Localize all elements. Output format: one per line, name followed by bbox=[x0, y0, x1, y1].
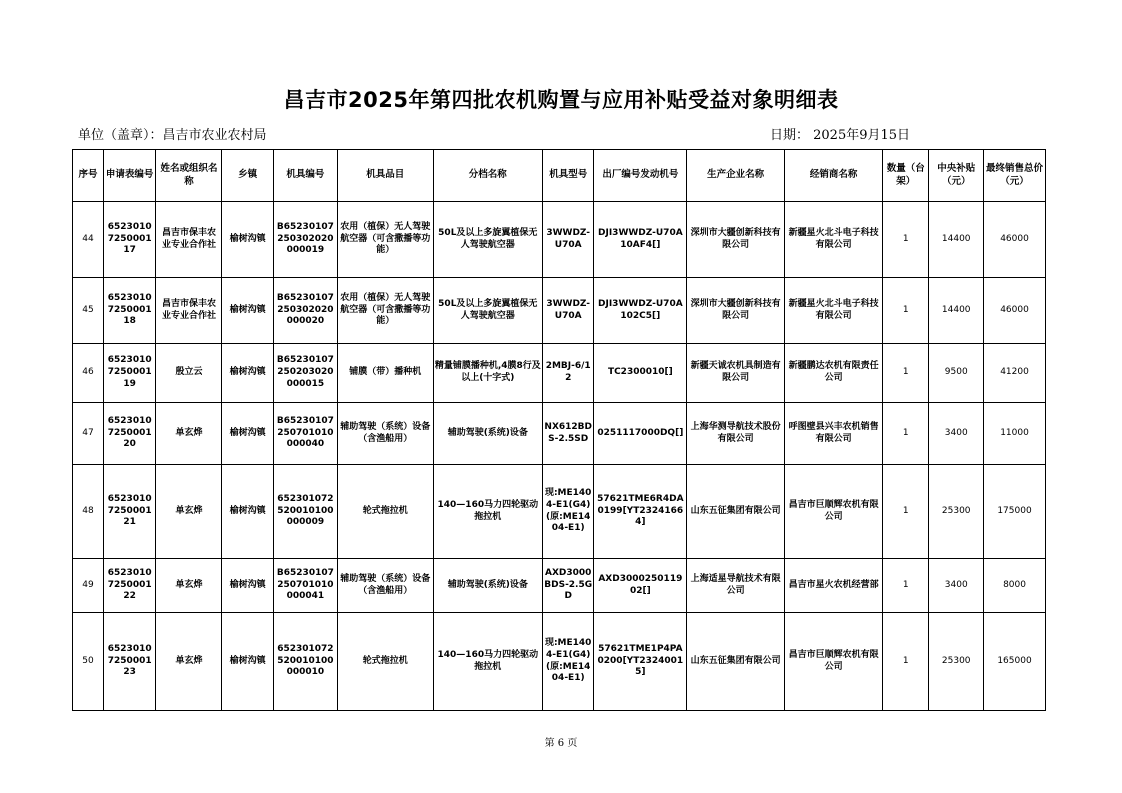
cell-subsidy: 25300 bbox=[929, 465, 984, 559]
cell-dealer: 新疆星火北斗电子科技有限公司 bbox=[785, 202, 883, 278]
col-header: 姓名或组织名称 bbox=[156, 150, 222, 202]
cell-seq: 46 bbox=[73, 344, 104, 403]
cell-qty: 1 bbox=[883, 403, 929, 465]
cell-maker: 新疆天诚农机具制造有限公司 bbox=[687, 344, 785, 403]
cell-category: 辅助驾驶（系统）设备（含渔船用） bbox=[337, 403, 433, 465]
page-number: 第 6 页 bbox=[544, 738, 578, 749]
cell-machine-no: B65230107250302020000020 bbox=[273, 278, 337, 344]
cell-dealer: 昌吉市星火农机经营部 bbox=[785, 559, 883, 613]
cell-maker: 深圳市大疆创新科技有限公司 bbox=[687, 202, 785, 278]
cell-category: 农用（植保）无人驾驶航空器（可含撒播等功能） bbox=[337, 278, 433, 344]
cell-dealer: 新疆星火北斗电子科技有限公司 bbox=[785, 278, 883, 344]
cell-serial: 57621TME1P4PA0200[YT23240015] bbox=[594, 613, 687, 711]
cell-seq: 44 bbox=[73, 202, 104, 278]
cell-seq: 45 bbox=[73, 278, 104, 344]
cell-subsidy: 25300 bbox=[929, 613, 984, 711]
cell-name: 单玄烨 bbox=[156, 559, 222, 613]
cell-machine-no: 652301072520010100000010 bbox=[273, 613, 337, 711]
cell-tier: 辅助驾驶(系统)设备 bbox=[433, 403, 542, 465]
table-row bbox=[73, 278, 1046, 344]
table-row bbox=[73, 559, 1046, 613]
cell-category: 轮式拖拉机 bbox=[337, 613, 433, 711]
cell-subsidy: 3400 bbox=[929, 559, 984, 613]
cell-price: 165000 bbox=[984, 613, 1046, 711]
cell-qty: 1 bbox=[883, 278, 929, 344]
col-header: 机具编号 bbox=[273, 150, 337, 202]
cell-machine-no: 652301072520010100000009 bbox=[273, 465, 337, 559]
cell-name: 单玄烨 bbox=[156, 613, 222, 711]
col-header: 乡镇 bbox=[222, 150, 274, 202]
cell-seq: 50 bbox=[73, 613, 104, 711]
table-header-row bbox=[73, 150, 1046, 202]
cell-dealer: 昌吉市巨顺辉农机有限公司 bbox=[785, 613, 883, 711]
cell-serial: DJI3WWDZ-U70A10AF4[] bbox=[594, 202, 687, 278]
cell-model: 现:ME1404-E1(G4)(原:ME1404-E1) bbox=[542, 613, 594, 711]
cell-machine-no: B65230107250203020000015 bbox=[273, 344, 337, 403]
cell-category: 农用（植保）无人驾驶航空器（可含撒播等功能） bbox=[337, 202, 433, 278]
cell-town: 榆树沟镇 bbox=[222, 465, 274, 559]
cell-model: 3WWDZ-U70A bbox=[542, 278, 594, 344]
cell-seq: 47 bbox=[73, 403, 104, 465]
cell-subsidy: 9500 bbox=[929, 344, 984, 403]
table-row bbox=[73, 344, 1046, 403]
col-header: 序号 bbox=[73, 150, 104, 202]
cell-price: 46000 bbox=[984, 278, 1046, 344]
cell-name: 殷立云 bbox=[156, 344, 222, 403]
cell-seq: 48 bbox=[73, 465, 104, 559]
cell-app-no: 6523010725000123 bbox=[103, 613, 156, 711]
table-row bbox=[73, 403, 1046, 465]
cell-price: 175000 bbox=[984, 465, 1046, 559]
cell-price: 8000 bbox=[984, 559, 1046, 613]
cell-category: 辅助驾驶（系统）设备（含渔船用） bbox=[337, 559, 433, 613]
cell-name: 单玄烨 bbox=[156, 403, 222, 465]
cell-category: 轮式拖拉机 bbox=[337, 465, 433, 559]
cell-maker: 山东五征集团有限公司 bbox=[687, 613, 785, 711]
cell-subsidy: 14400 bbox=[929, 202, 984, 278]
cell-model: 2MBJ-6/12 bbox=[542, 344, 594, 403]
col-header: 出厂编号发动机号 bbox=[594, 150, 687, 202]
cell-maker: 深圳市大疆创新科技有限公司 bbox=[687, 278, 785, 344]
cell-name: 单玄烨 bbox=[156, 465, 222, 559]
cell-tier: 50L及以上多旋翼植保无人驾驶航空器 bbox=[433, 202, 542, 278]
cell-model: AXD3000BDS-2.5GD bbox=[542, 559, 594, 613]
cell-qty: 1 bbox=[883, 344, 929, 403]
cell-dealer: 呼图壁县兴丰农机销售有限公司 bbox=[785, 403, 883, 465]
col-header: 中央补贴（元） bbox=[929, 150, 984, 202]
cell-machine-no: B65230107250701010000041 bbox=[273, 559, 337, 613]
cell-model: NX612BDS-2.5SD bbox=[542, 403, 594, 465]
cell-tier: 辅助驾驶(系统)设备 bbox=[433, 559, 542, 613]
cell-town: 榆树沟镇 bbox=[222, 613, 274, 711]
table-row bbox=[73, 613, 1046, 711]
cell-model: 现:ME1404-E1(G4)(原:ME1404-E1) bbox=[542, 465, 594, 559]
cell-tier: 精量铺膜播种机,4膜8行及以上(十字式) bbox=[433, 344, 542, 403]
col-header: 最终销售总价（元） bbox=[984, 150, 1046, 202]
cell-qty: 1 bbox=[883, 613, 929, 711]
cell-qty: 1 bbox=[883, 465, 929, 559]
beneficiary-table bbox=[72, 149, 1046, 711]
cell-town: 榆树沟镇 bbox=[222, 403, 274, 465]
table-row bbox=[73, 202, 1046, 278]
col-header: 分档名称 bbox=[433, 150, 542, 202]
cell-serial: TC2300010[] bbox=[594, 344, 687, 403]
cell-app-no: 6523010725000118 bbox=[103, 278, 156, 344]
cell-name: 昌吉市保丰农业专业合作社 bbox=[156, 202, 222, 278]
cell-app-no: 6523010725000119 bbox=[103, 344, 156, 403]
cell-category: 铺膜（带）播种机 bbox=[337, 344, 433, 403]
cell-maker: 上海华测导航技术股份有限公司 bbox=[687, 403, 785, 465]
cell-maker: 山东五征集团有限公司 bbox=[687, 465, 785, 559]
cell-tier: 140—160马力四轮驱动拖拉机 bbox=[433, 613, 542, 711]
cell-serial: AXD300025011902[] bbox=[594, 559, 687, 613]
cell-model: 3WWDZ-U70A bbox=[542, 202, 594, 278]
cell-tier: 50L及以上多旋翼植保无人驾驶航空器 bbox=[433, 278, 542, 344]
cell-name: 昌吉市保丰农业专业合作社 bbox=[156, 278, 222, 344]
col-header: 机具型号 bbox=[542, 150, 594, 202]
cell-app-no: 6523010725000120 bbox=[103, 403, 156, 465]
cell-price: 46000 bbox=[984, 202, 1046, 278]
col-header: 生产企业名称 bbox=[687, 150, 785, 202]
unit-label: 单位（盖章）：昌吉市农业农村局 bbox=[78, 128, 267, 143]
cell-seq: 49 bbox=[73, 559, 104, 613]
col-header: 经销商名称 bbox=[785, 150, 883, 202]
cell-qty: 1 bbox=[883, 559, 929, 613]
cell-dealer: 昌吉市巨顺辉农机有限公司 bbox=[785, 465, 883, 559]
cell-subsidy: 3400 bbox=[929, 403, 984, 465]
cell-machine-no: B65230107250302020000019 bbox=[273, 202, 337, 278]
cell-serial: DJI3WWDZ-U70A102C5[] bbox=[594, 278, 687, 344]
cell-serial: 0251117000DQ[] bbox=[594, 403, 687, 465]
cell-town: 榆树沟镇 bbox=[222, 344, 274, 403]
col-header: 申请表编号 bbox=[103, 150, 156, 202]
cell-subsidy: 14400 bbox=[929, 278, 984, 344]
table-row bbox=[73, 465, 1046, 559]
cell-app-no: 6523010725000122 bbox=[103, 559, 156, 613]
table-body bbox=[73, 202, 1046, 711]
cell-tier: 140—160马力四轮驱动拖拉机 bbox=[433, 465, 542, 559]
cell-town: 榆树沟镇 bbox=[222, 202, 274, 278]
cell-maker: 上海适星导航技术有限公司 bbox=[687, 559, 785, 613]
cell-app-no: 6523010725000117 bbox=[103, 202, 156, 278]
cell-machine-no: B65230107250701010000040 bbox=[273, 403, 337, 465]
cell-serial: 57621TME6R4DA0199[YT23241664] bbox=[594, 465, 687, 559]
cell-qty: 1 bbox=[883, 202, 929, 278]
date-label: 日期： 2025年9月15日 bbox=[770, 128, 911, 143]
cell-dealer: 新疆鹏达农机有限责任公司 bbox=[785, 344, 883, 403]
col-header: 机具品目 bbox=[337, 150, 433, 202]
page-title: 昌吉市2025年第四批农机购置与应用补贴受益对象明细表 bbox=[283, 88, 839, 112]
cell-price: 11000 bbox=[984, 403, 1046, 465]
cell-town: 榆树沟镇 bbox=[222, 278, 274, 344]
cell-price: 41200 bbox=[984, 344, 1046, 403]
cell-town: 榆树沟镇 bbox=[222, 559, 274, 613]
cell-app-no: 6523010725000121 bbox=[103, 465, 156, 559]
col-header: 数量（台架） bbox=[883, 150, 929, 202]
